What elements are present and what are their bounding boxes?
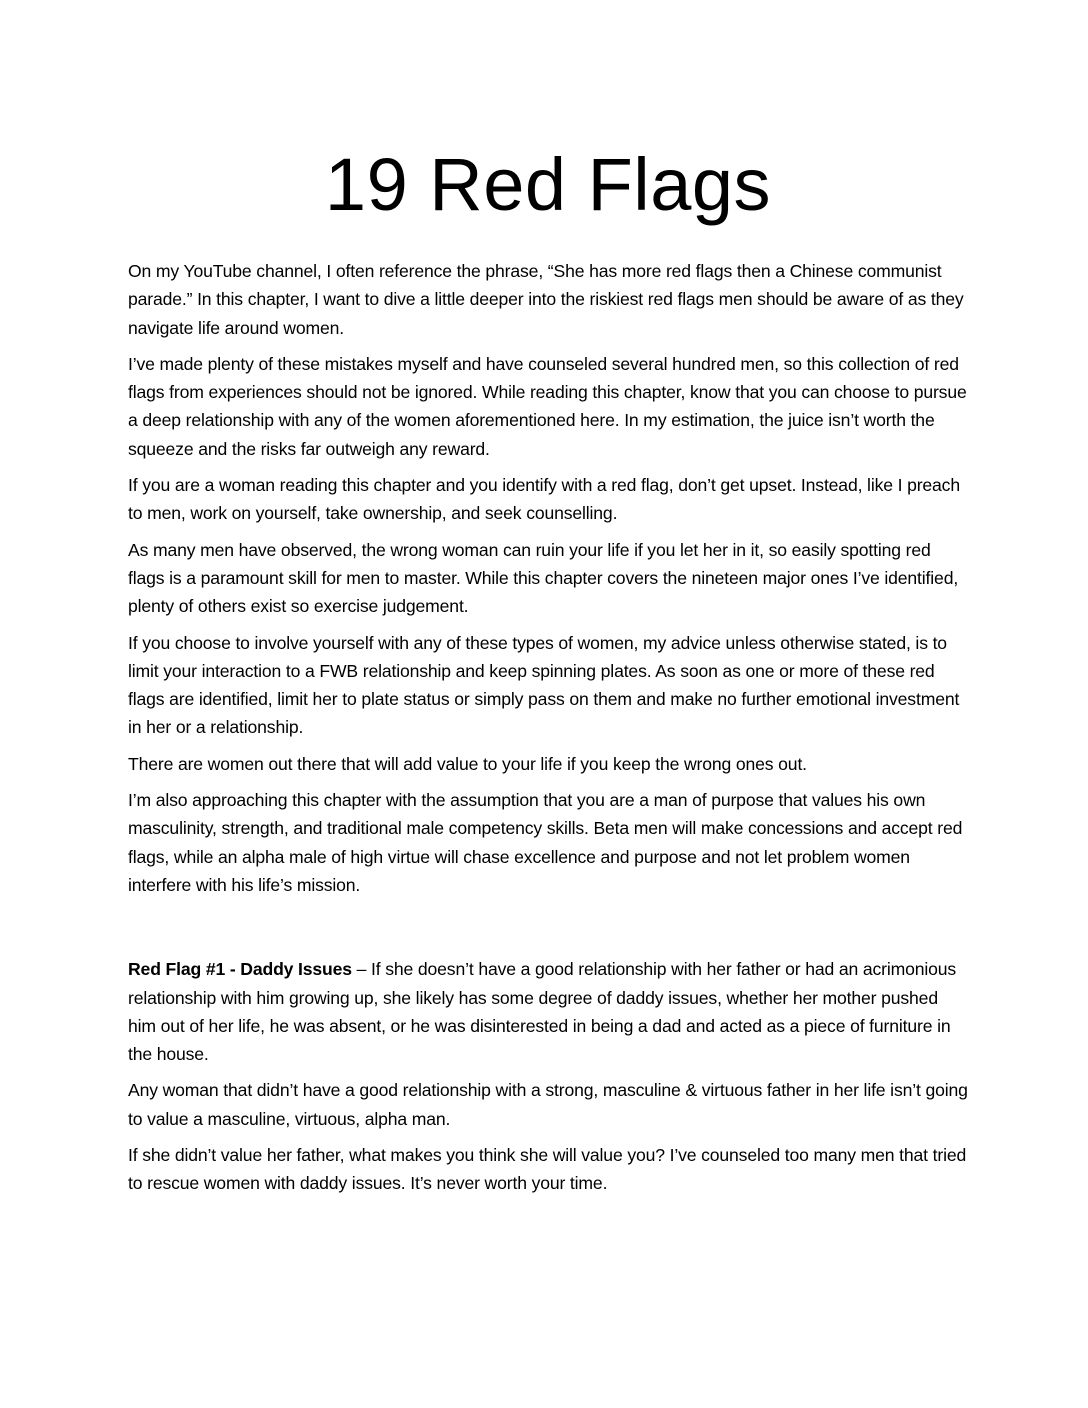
red-flag-1-paragraph (128, 955, 968, 1068)
red-flag-1-paragraph-3: If she didn’t value her father, what makes you think she will value you? I’ve counseled too many men that tried to rescue women with daddy issues. It’s never worth your time. (128, 1145, 967, 1194)
document-body (128, 257, 968, 1206)
paragraph-value: There are women out there that will add value to your life if you keep the wrong ones out. (128, 753, 807, 774)
red-flag-1-paragraph-2: Any woman that didn’t have a good relationship with a strong, masculine & virtuous father in her life isn’t going to value a masculine, virtuous, alpha man. (128, 1080, 968, 1129)
paragraph-fwb-advice: If you choose to involve yourself with any of these types of women, my advice unless otherwise stated, is to limit your interaction to a FWB relationship and keep spinning plates. As soon as one or more of these red flags are identified, limit her to plate status or simply pass on them and make no further emotional investment in her or a relationship. (128, 632, 960, 738)
page-title: 19 Red Flags (324, 143, 772, 226)
red-flag-1-text: – If she doesn’t have a good relationship with her father or had an acrimonious relationship with him growing up, she likely has some degree of daddy issues, whether her mother pushed him out of her life, he was absent, or he was disinterested in being a dad and acted as a piece of furniture in the house. (128, 959, 957, 1065)
paragraph-assumption: I’m also approaching this chapter with the assumption that you are a man of purpose that values his own masculinity, strength, and traditional male competency skills. Beta men will make concessions and accept red flags, while an alpha male of high virtue will chase excellence and purpose and not let problem women interfere with his life’s mission. (128, 790, 963, 895)
paragraph-mistakes: I’ve made plenty of these mistakes myself and have counseled several hundred men, so this collection of red flags from experiences should not be ignored. While reading this chapter, know that you can choose to pursue a deep relationship with any of the women aforementioned here. In my estimation, the juice isn’t worth the squeeze and the risks far outweigh any reward. (128, 353, 967, 459)
paragraph-wrong-woman: As many men have observed, the wrong woman can ruin your life if you let her in it, so easily spotting red flags is a paramount skill for men to master. While this chapter covers the nineteen major ones I’ve identified, plenty of others exist so exercise judgement. (128, 539, 959, 617)
paragraph-intro: On my YouTube channel, I often reference the phrase, “She has more red flags then a Chinese communist parade.” In this chapter, I want to dive a little deeper into the riskiest red flags men should be aware of as they navigate life around women. (128, 261, 964, 338)
paragraph-woman-reading: If you are a woman reading this chapter and you identify with a red flag, don’t get upset. Instead, like I preach to men, work on yourself, take ownership, and seek counselling. (128, 475, 960, 524)
red-flag-1-heading: Red Flag #1 - Daddy Issues (128, 959, 352, 980)
